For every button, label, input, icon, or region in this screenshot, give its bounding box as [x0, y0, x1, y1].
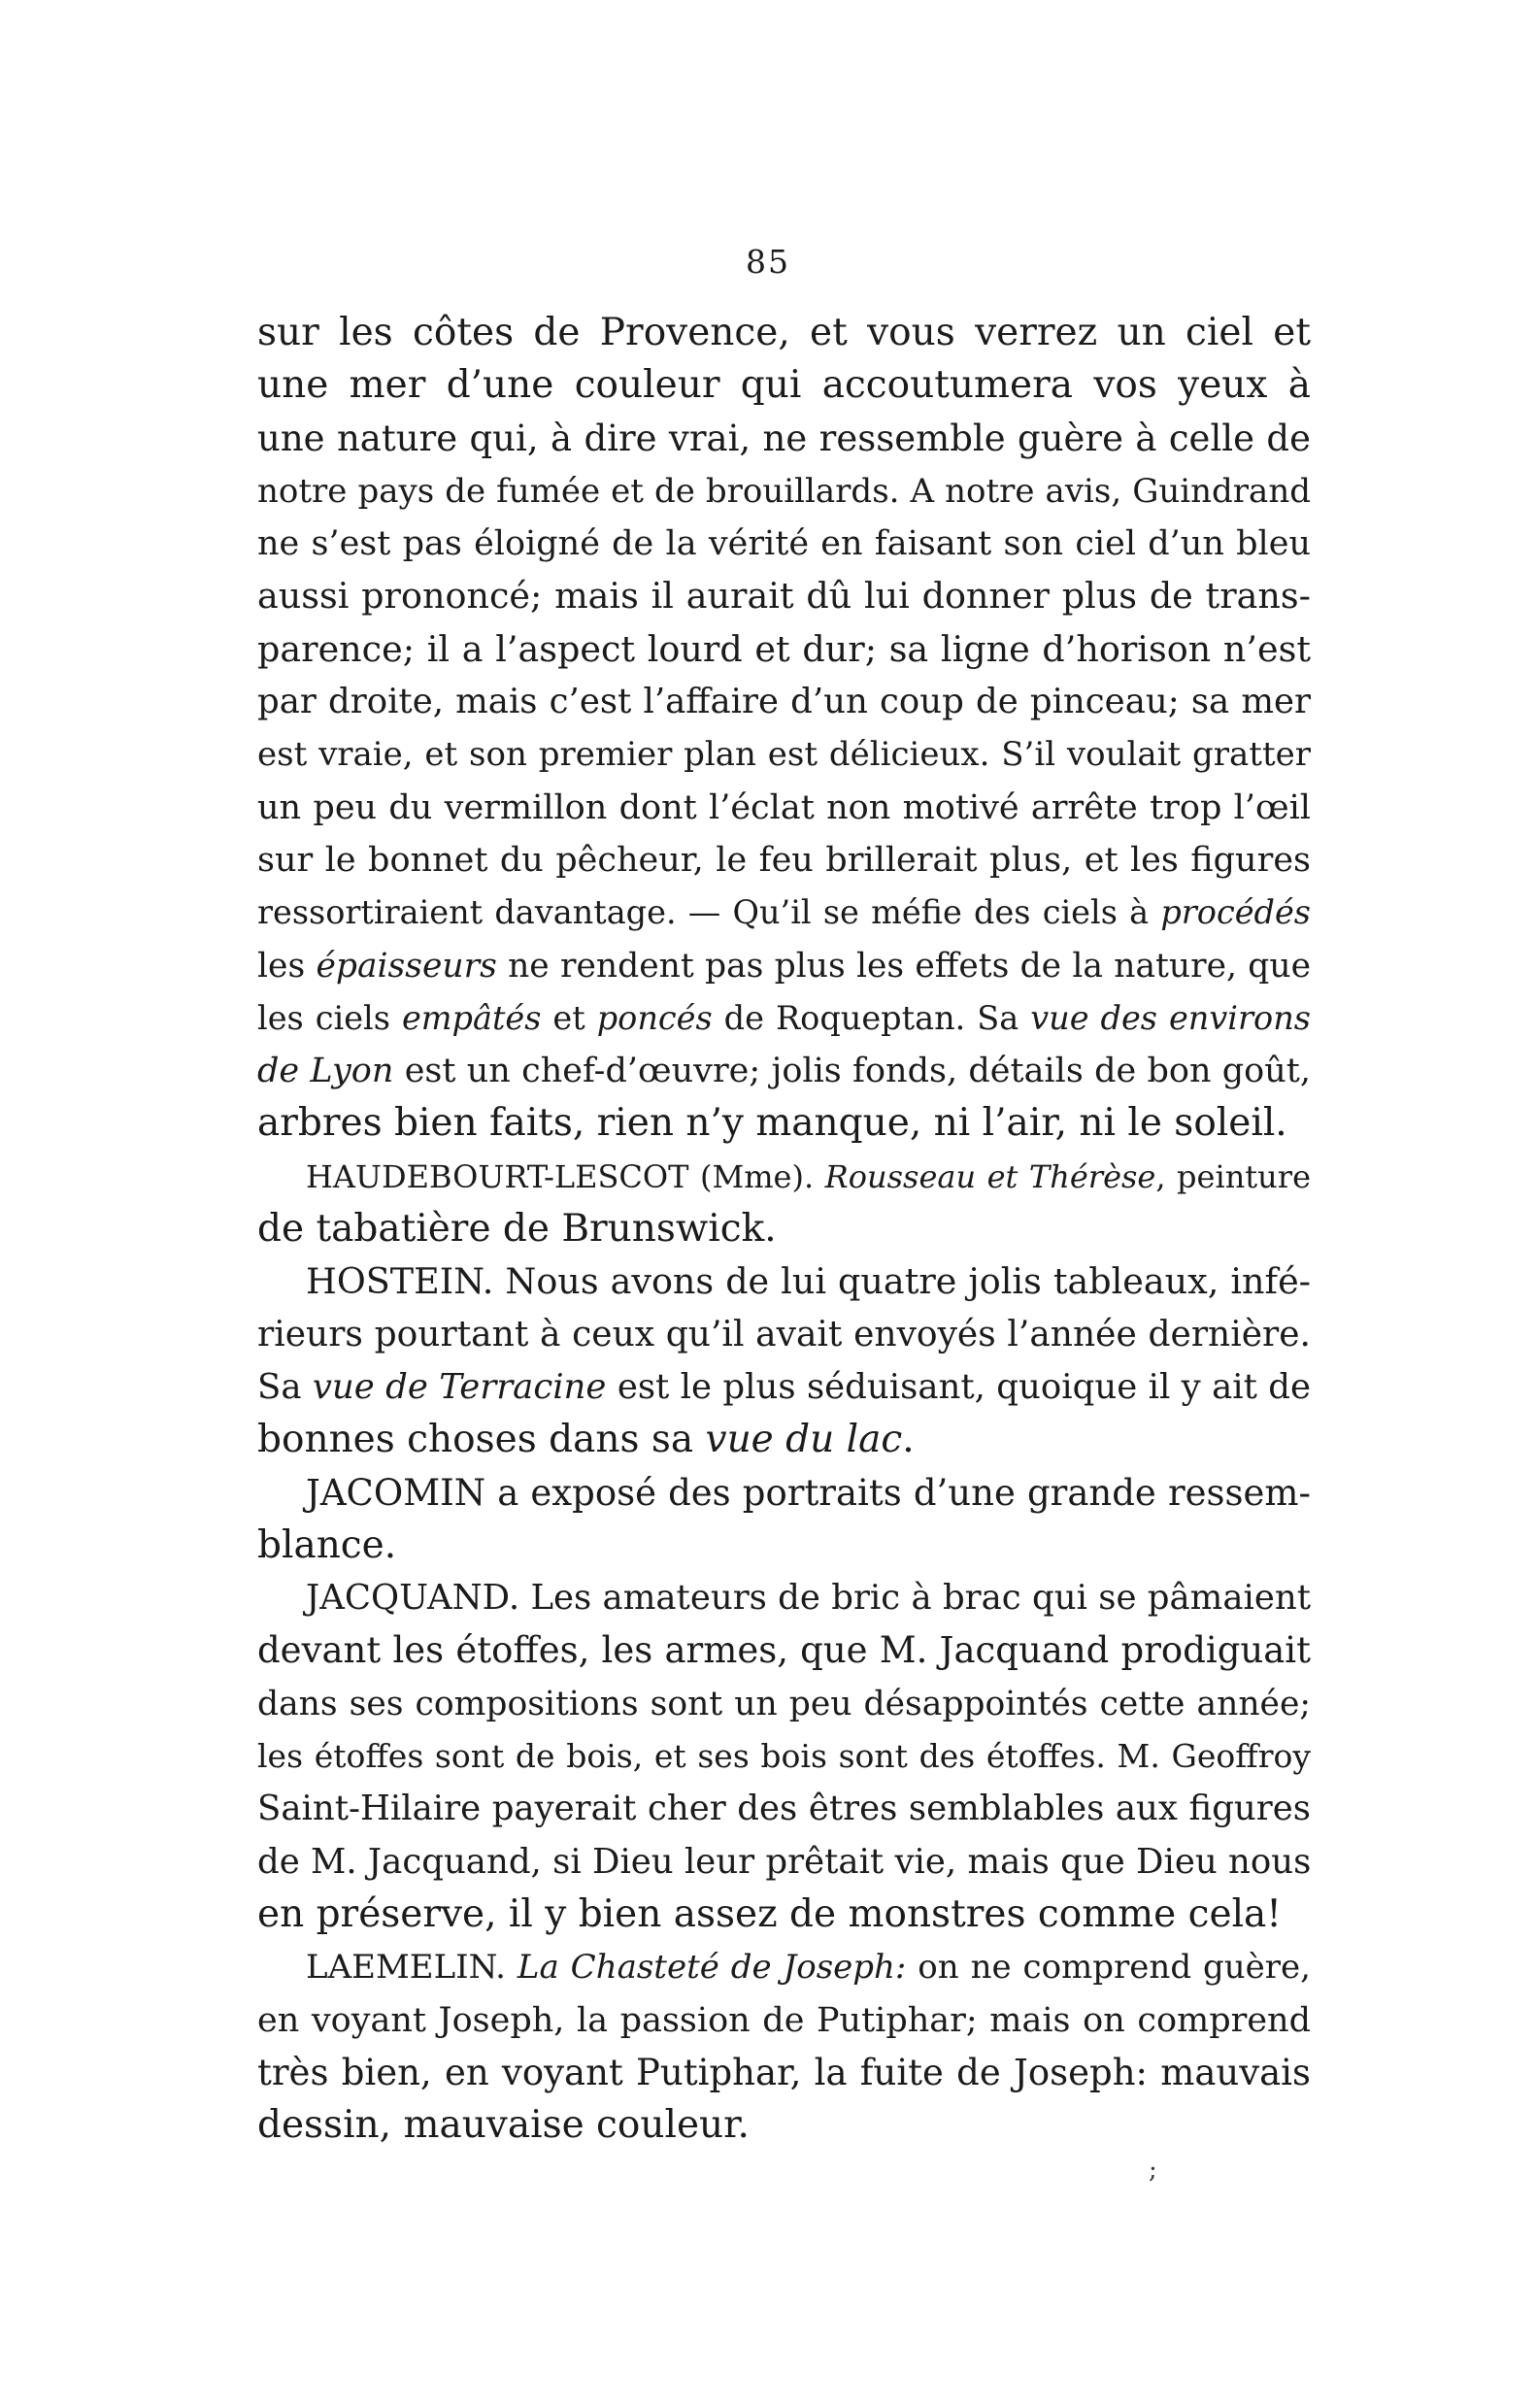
text-run: JACOMIN a exposé des portraits d’une grande ressem-	[306, 1471, 1311, 1514]
text-run: parence; il a l’aspect lourd et dur; sa ligne d’horison n’est	[257, 627, 1311, 670]
text-line	[257, 1414, 1311, 1466]
text-line	[257, 1361, 1311, 1414]
italic-text: procédés	[1160, 893, 1311, 932]
text-line	[257, 570, 1311, 622]
text-line	[257, 1097, 1311, 1150]
text-run: par droite, mais c’est l’affaire d’un coup de pinceau; sa mer	[257, 682, 1311, 722]
text-line	[257, 2047, 1311, 2099]
text-run: Sa	[257, 1366, 313, 1407]
italic-text: vue de Terracine	[312, 1366, 607, 1407]
text-line	[257, 1520, 1311, 1572]
text-line	[257, 413, 1311, 465]
text-run: Saint-Hilaire payerait cher des êtres semblables aux figures	[257, 1789, 1311, 1829]
text-run: dessin, mauvaise couleur.	[257, 2103, 750, 2148]
italic-text: épaisseurs	[316, 946, 497, 986]
text-run: est vraie, et son premier plan est délicieux. S’il voulait gratter	[257, 735, 1311, 775]
text-line	[257, 728, 1311, 781]
text-run: blance.	[257, 1522, 397, 1567]
text-run: devant les étoffes, les armes, que M. Jacquand prodiguait	[257, 1629, 1311, 1672]
text-run: arbres bien faits, rien n’y manque, ni l’air, ni le soleil.	[257, 1101, 1287, 1146]
text-run: de Roqueptan. Sa	[712, 998, 1031, 1037]
text-line	[257, 465, 1311, 518]
text-line	[257, 886, 1311, 939]
italic-text: empâtés	[401, 998, 542, 1037]
text-line	[257, 1678, 1311, 1730]
italic-text: vue du lac	[705, 1418, 903, 1462]
text-run: de tabatière de Brunswick.	[257, 1207, 777, 1252]
text-line	[257, 1889, 1311, 1941]
text-run: une mer d’une couleur qui accoutumera vos yeux à	[257, 363, 1311, 408]
body-text	[257, 307, 1311, 2152]
text-run: aussi prononcé; mais il aurait dû lui donner plus de trans-	[257, 575, 1311, 618]
text-line	[257, 1783, 1311, 1835]
text-run: les	[257, 946, 317, 986]
text-line	[257, 782, 1311, 834]
text-run: rieurs pourtant à ceux qu’il avait envoyés l’année dernière.	[257, 1314, 1311, 1354]
text-line	[257, 518, 1311, 570]
text-line	[257, 676, 1311, 728]
text-run: bonnes choses dans sa	[257, 1418, 706, 1462]
text-line	[257, 1045, 1311, 1097]
text-run: sur le bonnet du pêcheur, le feu brillerait plus, et les figures	[257, 840, 1311, 880]
text-line	[257, 1572, 1311, 1624]
text-run: LAEMELIN.	[306, 1948, 518, 1988]
text-line	[257, 1309, 1311, 1361]
italic-text: vue des environs	[1030, 998, 1311, 1037]
text-run: notre pays de fumée et de brouillards. A notre avis, Guindrand	[257, 471, 1311, 511]
italic-text: poncés	[596, 998, 713, 1037]
italic-text: de Lyon	[257, 1052, 394, 1091]
text-run: .	[902, 1418, 915, 1462]
text-run: on ne comprend guère,	[906, 1948, 1311, 1988]
text-line	[257, 1255, 1311, 1308]
text-run: dans ses compositions sont un peu désappointés cette année;	[257, 1684, 1311, 1723]
text-run: et	[541, 998, 597, 1037]
text-line	[257, 1151, 1311, 1203]
text-run: ne s’est pas éloigné de la vérité en faisant son ciel d’un bleu	[257, 524, 1311, 564]
text-run: une nature qui, à dire vrai, ne ressemble guère à celle de	[257, 417, 1311, 459]
text-run: est un chef-d’œuvre; jolis fonds, détails de bon goût,	[393, 1052, 1311, 1091]
text-run: un peu du vermillon dont l’éclat non motivé arrête trop l’œil	[257, 787, 1311, 827]
text-run: JACQUAND. Les amateurs de bric à brac qui se pâmaient	[306, 1578, 1311, 1619]
text-line	[257, 1836, 1311, 1889]
text-line	[257, 359, 1311, 412]
text-line	[257, 992, 1311, 1045]
text-line	[257, 2099, 1311, 2152]
text-run: en voyant Joseph, la passion de Putiphar; mais on comprend	[257, 2000, 1311, 2040]
text-line	[257, 1941, 1311, 1993]
page-number: 85	[746, 243, 790, 281]
text-line	[257, 1203, 1311, 1255]
text-line	[257, 307, 1311, 359]
italic-text: La Chasteté de Joseph:	[517, 1948, 907, 1988]
italic-text: Rousseau et Thérèse	[824, 1157, 1156, 1195]
text-line	[257, 940, 1311, 992]
text-line	[257, 834, 1311, 886]
stray-mark: ;	[1149, 2156, 1157, 2185]
text-run: de M. Jacquand, si Dieu leur prêtait vie, mais que Dieu nous	[257, 1841, 1312, 1882]
text-line	[257, 1467, 1311, 1520]
text-run: HAUDEBOURT-LESCOT (Mme).	[306, 1157, 825, 1195]
text-run: sur les côtes de Provence, et vous verrez un ciel et	[257, 311, 1311, 354]
text-run: les étoffes sont de bois, et ses bois sont des étoffes. M. Geoffroy	[257, 1737, 1311, 1776]
text-run: en préserve, il y bien assez de monstres comme cela!	[257, 1891, 1282, 1936]
text-run: est le plus séduisant, quoique il y ait de	[606, 1366, 1312, 1407]
text-run: ne rendent pas plus les effets de la nature, que	[496, 946, 1311, 986]
text-line	[257, 1624, 1311, 1677]
text-line	[257, 623, 1311, 676]
text-line	[257, 1994, 1311, 2047]
text-run: HOSTEIN. Nous avons de lui quatre jolis tableaux, infé-	[306, 1260, 1311, 1303]
text-run: les ciels	[257, 998, 402, 1037]
text-run: , peinture	[1155, 1157, 1312, 1195]
text-run: très bien, en voyant Putiphar, la fuite de Joseph: mauvais	[257, 2051, 1311, 2093]
text-run: ressortiraient davantage. — Qu’il se méfie des ciels à	[257, 893, 1161, 932]
text-line	[257, 1730, 1311, 1783]
